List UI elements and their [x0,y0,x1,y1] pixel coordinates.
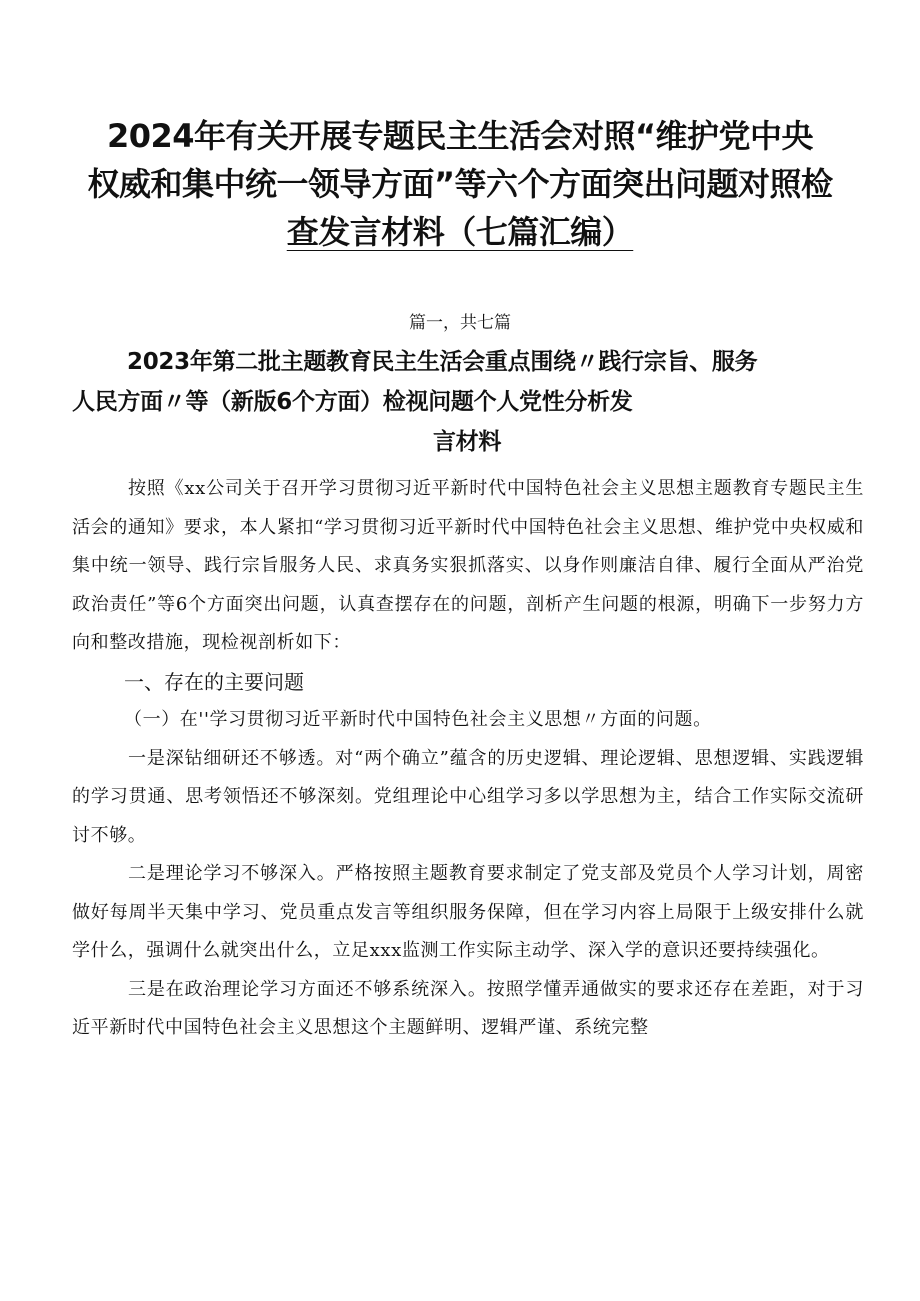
article-subtitle [72,342,862,462]
section-label: 篇一，共七篇 [409,313,511,333]
subtitle-line-2: 人民方面〃等（新版6个方面）检视问题个人党性分析发 [72,389,633,415]
title-line-2: 权威和集中统一领导方面”等六个方面突出问题对照检 [87,165,833,203]
intro-paragraph: 按照《xx公司关于召开学习贯彻习近平新时代中国特色社会主义思想主题教育专题民主生活会的通知》要求，本人紧扣“学习贯彻习近平新时代中国特色社会主义思想、维护党中央权威和集中统一领导、践行宗旨服务人民、求真务实狠抓落实、以身作则廉洁自律、履行全面从严治党政治责任”等6个方面突出问题，认真查摆存在的问题，剖析产生问题的根源，明确下一步努力方向和整改措施，现检视剖析如下： [72,478,864,653]
subtitle-line-1: 2023年第二批主题教育民主生活会重点围绕〃践行宗旨、服务 [127,349,758,375]
document-body [72,470,864,1048]
title-line-3: 查发言材料（七篇汇编） [286,213,634,251]
subtitle-line-3: 言材料 [432,429,502,455]
paragraph-3: 三是在政治理论学习方面还不够系统深入。按照学懂弄通做实的要求还存在差距，对于习近平新时代中国特色社会主义思想这个主题鲜明、逻辑严谨、系统完整 [72,978,864,1038]
section-heading-1: 一、存在的主要问题 [124,669,304,694]
paragraph-1: 一是深钻细研还不够透。对“两个确立”蕴含的历史逻辑、理论逻辑、思想逻辑、实践逻辑的学习贯通、思考领悟还不够深刻。党组理论中心组学习多以学思想为主，结合工作实际交流研讨不够。 [72,747,864,846]
title-line-1: 2024年有关开展专题民主生活会对照“维护党中央 [106,117,814,155]
sub-heading-1: （一）在''学习贯彻习近平新时代中国特色社会主义思想〃方面的问题。 [124,709,712,730]
paragraph-2: 二是理论学习不够深入。严格按照主题教育要求制定了党支部及党员个人学习计划，周密做好每周半天集中学习、党员重点发言等组织服务保障，但在学习内容上局限于上级安排什么就学什么，强调什么就突出什么，立足xxx监测工作实际主动学、深入学的意识还要持续强化。 [72,863,864,961]
document-title [60,112,860,256]
